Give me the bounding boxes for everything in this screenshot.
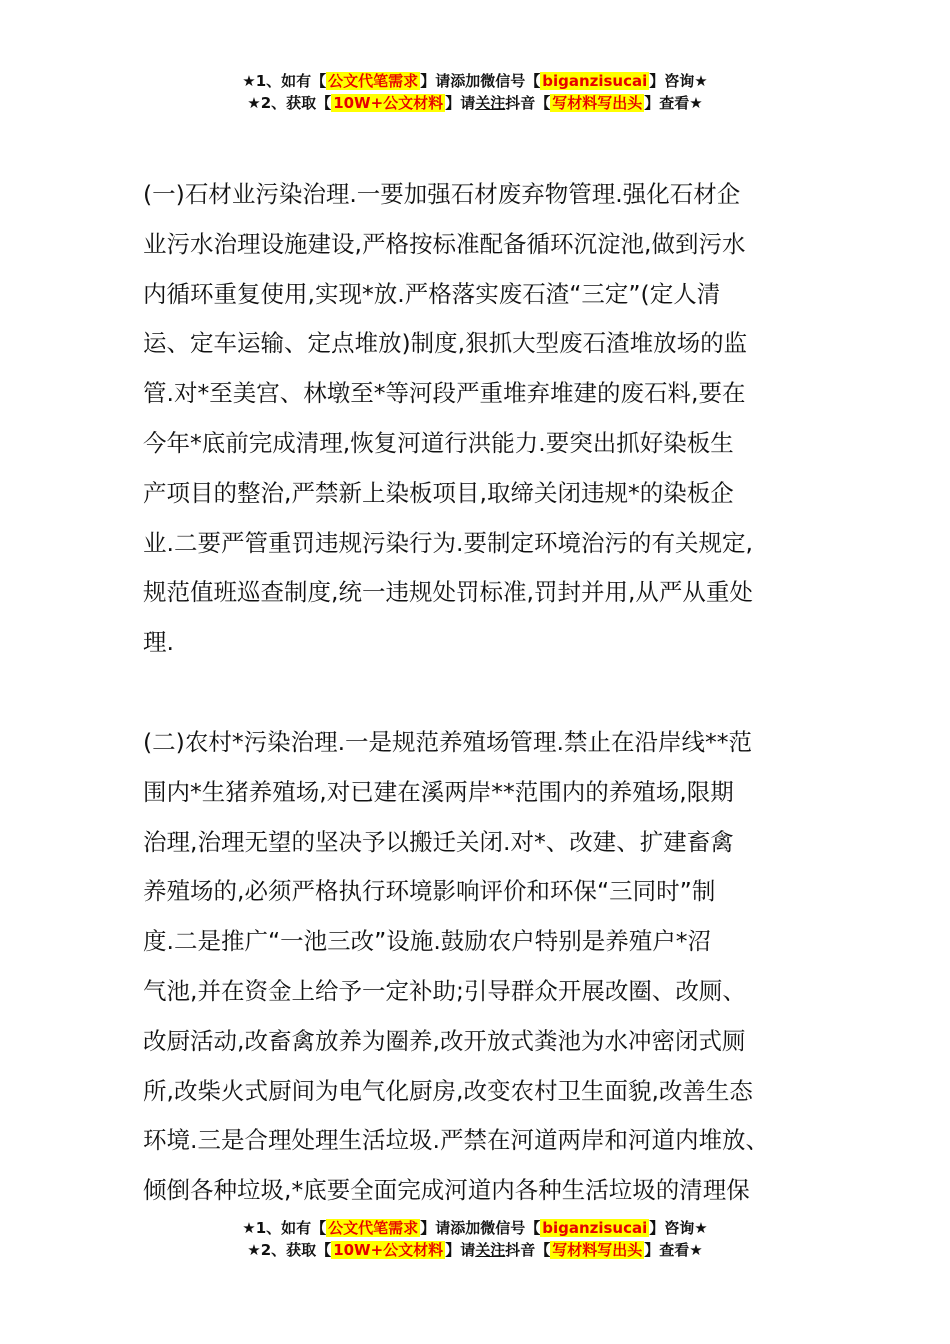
header-highlight-service: 公文代笔需求 [328, 72, 419, 90]
body-paragraph-1: (一)石材业污染治理.一要加强石材废弃物管理.强化石材企 业污水治理设施建设,严格按标准配备循环沉淀池,做到污水 内循环重复使用,实现*放.严格落实废石渣“三定”(定人清 运、定车运输、定点堆放)制度,狠抓大型废石渣堆放场的监 管.对*至美宫、林墩至*等河段严重堆弃堆建的废石料,要在 今年*底前完成清理,恢复河道行洪能力.要突出抓好染板生 产项目的整治,严禁新上染板项目,取缔关闭违规*的染板企 业.二要严管重罚违规污染行为.要制定环境治污的有关规定, 规范值班巡查制度,统一违规处罚标准,罚封并用,从严从重处 理. [143, 180, 753, 657]
header-highlight-account: 写材料写出头 [552, 94, 643, 112]
footer-underlined-follow: 关注 [475, 1241, 506, 1259]
header-highlight-materials: 10W+公文材料 [333, 94, 444, 112]
header-banner [0, 70, 950, 114]
footer-highlight-account: 写材料写出头 [552, 1241, 643, 1259]
footer-highlight-wechat-id: biganzisucai [542, 1219, 648, 1237]
header-underlined-follow: 关注 [475, 94, 506, 112]
header-line-2: ★2、获取【 10W+公文材料 】请关注抖音【 写材料写出头 】查看★ [247, 94, 703, 112]
footer-highlight-materials: 10W+公文材料 [333, 1241, 444, 1259]
body-paragraph-2: (二)农村*污染治理.一是规范养殖场管理.禁止在沿岸线**范 围内*生猪养殖场,对已建在溪两岸**范围内的养殖场,限期 治理,治理无望的坚决予以搬迁关闭.对*、改建、扩建畜禽 养殖场的,必须严格执行环境影响评价和环保“三同时”制 度.二是推广“一池三改”设施.鼓励农户特别是养殖户*沼 气池,并在资金上给予一定补助;引导群众开展改圈、改厕、 改厨活动,改畜禽放养为圈养,改开放式粪池为水冲密闭式厕 所,改柴火式厨间为电气化厨房,改变农村卫生面貌,改善生态 环境.三是合理处理生活垃圾.严禁在河道两岸和河道内堆放、 倾倒各种垃圾,*底要全面完成河道内各种生活垃圾的清理保 [143, 728, 769, 1205]
footer-line-1: ★1、如有【 公文代笔需求 】请添加微信号【 biganzisucai 】咨询★ [242, 1219, 708, 1237]
footer-banner [0, 1217, 950, 1261]
header-line-1: ★1、如有【 公文代笔需求 】请添加微信号【 biganzisucai 】咨询★ [242, 72, 708, 90]
footer-line-2: ★2、获取【 10W+公文材料 】请关注抖音【 写材料写出头 】查看★ [247, 1241, 703, 1259]
footer-highlight-service: 公文代笔需求 [328, 1219, 419, 1237]
header-highlight-wechat-id: biganzisucai [542, 72, 648, 90]
